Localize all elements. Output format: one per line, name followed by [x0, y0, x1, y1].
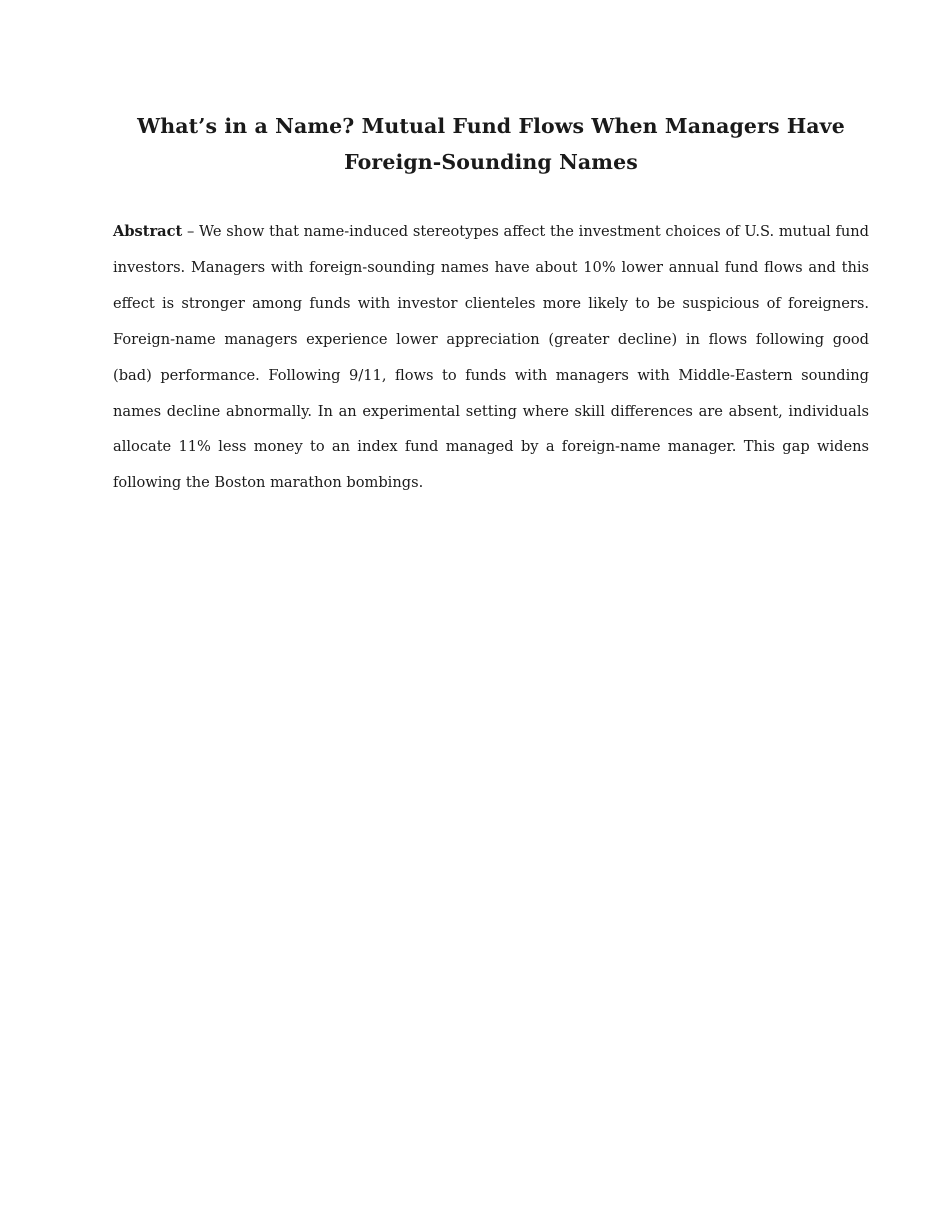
abstract-paragraph	[113, 214, 869, 501]
abstract-text: We show that name-induced stereotypes affect the investment choices of U.S. mutual fund investors. Managers with foreign-sounding names have about 10% lower annual fund flows and this effect is stronger among funds with investor clienteles more likely to be suspicious of foreigners. Foreign-name managers experience lower appreciation (greater decline) in flows following good (bad) performance. Following 9/11, flows to funds with managers with Middle-Eastern sounding names decline abnormally. In an experimental setting where skill differences are absent, individuals allocate 11% less money to an index fund managed by a foreign-name manager. This gap widens following the Boston marathon bombings.	[113, 223, 869, 492]
abstract-separator: –	[182, 223, 200, 240]
abstract-label: Abstract	[113, 223, 183, 240]
paper-title: What’s in a Name? Mutual Fund Flows When Managers Have Foreign-Sounding Names	[137, 114, 845, 174]
